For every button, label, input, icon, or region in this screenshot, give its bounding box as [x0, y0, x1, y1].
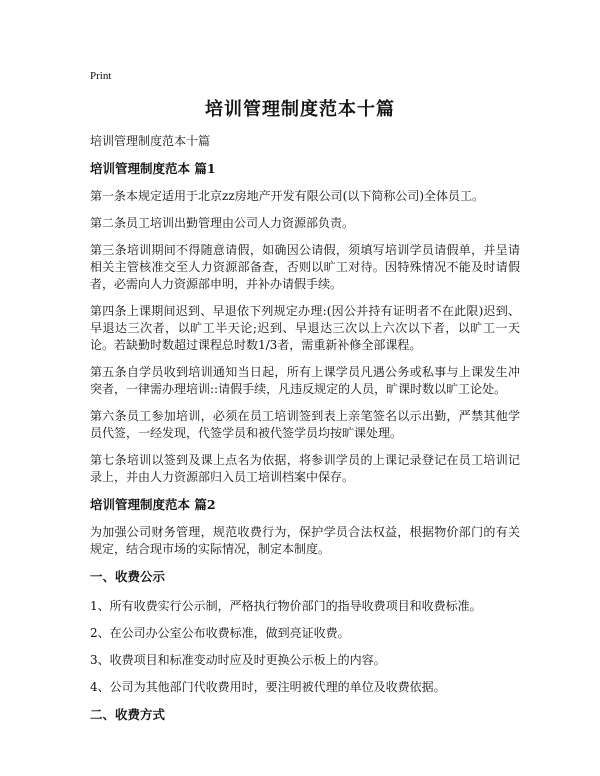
- paragraph: 第五条自学员收到培训通知当日起，所有上课学员凡遇公务或私事与上课发生冲突者，一律需办理培训::请假手续，凡违反规定的人员，旷课时数以旷工论处。: [90, 365, 520, 396]
- page-title: 培训管理制度范本十篇: [205, 99, 395, 120]
- sub-heading-fee-notice: 一、收费公示: [90, 569, 166, 584]
- paragraph: 第三条培训期间不得随意请假，如确因公请假，须填写培训学员请假单，并呈请相关主管核准交至人力资源部备查，否则以旷工对待。因特殊情况不能及时请假者，必需向人力资源部申明，并补办请假手续。: [90, 243, 520, 291]
- paragraph: 第二条员工培训出勤管理由公司人力资源部负责。: [90, 216, 355, 230]
- section-heading-2: 培训管理制度范本 篇2: [90, 497, 216, 512]
- paragraph: 第四条上课期间迟到、早退依下列规定办理:(因公并持有证明者不在此限)迟到、早退达三次者，以旷工半天论;迟到、早退达三次以上六次以下者，以旷工一天论。若缺勤时数超过课程总时数1/3者，需重新补修全部课程。: [90, 304, 520, 352]
- document-body: [90, 132, 520, 736]
- list-item: 1、所有收费实行公示制，严格执行物价部门的指导收费项目和收费标准。: [90, 599, 482, 613]
- paragraph: 为加强公司财务管理，规范收费行为，保护学员合法权益，根据物价部门的有关规定，结合现市场的实际情况，制定本制度。: [90, 525, 520, 556]
- paragraph: 第七条培训以签到及课上点名为依据，将参训学员的上课记录登记在员工培训记录上，并由人力资源部归入员工培训档案中保存。: [90, 453, 520, 484]
- section-heading-1: 培训管理制度范本 篇1: [90, 161, 216, 176]
- paragraph: 第一条本规定适用于北京zz房地产开发有限公司(以下简称公司)全体员工。: [90, 189, 485, 203]
- list-item: 2、在公司办公室公布收费标准，做到亮证收费。: [90, 626, 350, 640]
- print-label: Print: [90, 70, 112, 82]
- document-subtitle: 培训管理制度范本十篇: [90, 134, 211, 148]
- sub-heading-fee-method: 二、收费方式: [90, 707, 166, 722]
- list-item: 3、收费项目和标准变动时应及时更换公示板上的内容。: [90, 653, 386, 667]
- paragraph: 第六条员工参加培训，必须在员工培训签到表上亲笔签名以示出勤，严禁其他学员代签，一经发现，代签学员和被代签学员均按旷课处理。: [90, 409, 520, 440]
- list-item: 4、公司为其他部门代收费用时，要注明被代理的单位及收费依据。: [90, 680, 446, 694]
